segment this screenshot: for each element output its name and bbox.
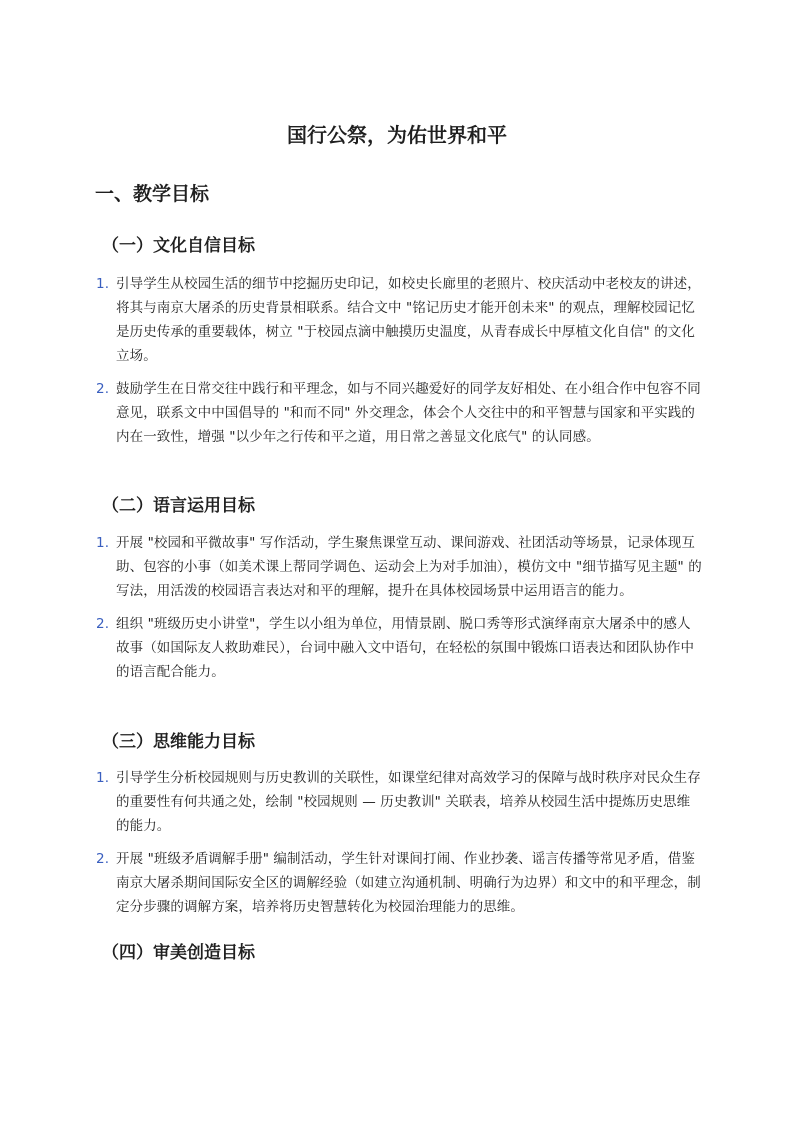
subsection-heading-language-use: （二）语言运用目标 (102, 496, 255, 516)
document-title: 国行公祭，为佑世界和平 (287, 123, 507, 147)
list-item-text: 组织 "班级历史小讲堂"，学生以小组为单位，用情景剧、脱口秀等形式演绎南京大屠杀中的感人故事（如国际友人救助难民），台词中融入文中语句，在轻松的氛围中锻炼口语表达和团队协作中的语言配合能力。 (116, 616, 695, 680)
section-heading-teaching-goals: 一、教学目标 (95, 183, 210, 205)
list-item-number: 1. (96, 770, 110, 786)
list-item-number: 2. (96, 851, 110, 867)
subsection-heading-aesthetic-creation: （四）审美创造目标 (102, 943, 255, 963)
list-item (96, 766, 702, 838)
list-thinking-ability (96, 766, 702, 928)
list-item-text: 引导学生从校园生活的细节中挖掘历史印记，如校史长廊里的老照片、校庆活动中老校友的讲述，将其与南京大屠杀的历史背景相联系。结合文中 "铭记历史才能开创未来" 的观点，理解校园记忆是历史传承的重要载体，树立 "于校园点滴中触摸历史温度，从青春成长中厚植文化自信" 的文化立场。 (116, 276, 701, 364)
list-item-text: 引导学生分析校园规则与历史教训的关联性，如课堂纪律对高效学习的保障与战时秩序对民众生存的重要性有何共通之处，绘制 "校园规则 — 历史教训" 关联表，培养从校园生活中提炼历史思维的能力。 (116, 770, 701, 834)
list-item-text: 开展 "班级矛盾调解手册" 编制活动，学生针对课间打闹、作业抄袭、谣言传播等常见矛盾，借鉴南京大屠杀期间国际安全区的调解经验（如建立沟通机制、明确行为边界）和文中的和平理念，制定分步骤的调解方案，培养将历史智慧转化为校园治理能力的思维。 (116, 851, 701, 915)
list-item (96, 612, 702, 684)
list-item (96, 272, 702, 368)
list-item (96, 531, 702, 603)
list-item-text: 鼓励学生在日常交往中践行和平理念，如与不同兴趣爱好的同学友好相处、在小组合作中包容不同意见，联系文中中国倡导的 "和而不同" 外交理念，体会个人交往中的和平智慧与国家和平实践的内在一致性，增强 "以少年之行传和平之道，用日常之善显文化底气" 的认同感。 (116, 381, 701, 445)
list-item-number: 2. (96, 381, 110, 397)
list-item (96, 377, 702, 449)
list-item-number: 1. (96, 535, 110, 551)
subsection-heading-cultural-confidence: （一）文化自信目标 (102, 236, 255, 256)
list-item-number: 2. (96, 616, 110, 632)
list-item-text: 开展 "校园和平微故事" 写作活动，学生聚焦课堂互动、课间游戏、社团活动等场景，记录体现互助、包容的小事（如美术课上帮同学调色、运动会上为对手加油），模仿文中 "细节描写见主题" 的写法，用活泼的校园语言表达对和平的理解，提升在具体校园场景中运用语言的能力。 (116, 535, 702, 599)
list-item (96, 847, 702, 919)
list-cultural-confidence (96, 272, 702, 458)
subsection-heading-thinking-ability: （三）思维能力目标 (102, 732, 255, 752)
list-language-use (96, 531, 702, 693)
list-item-number: 1. (96, 276, 110, 292)
